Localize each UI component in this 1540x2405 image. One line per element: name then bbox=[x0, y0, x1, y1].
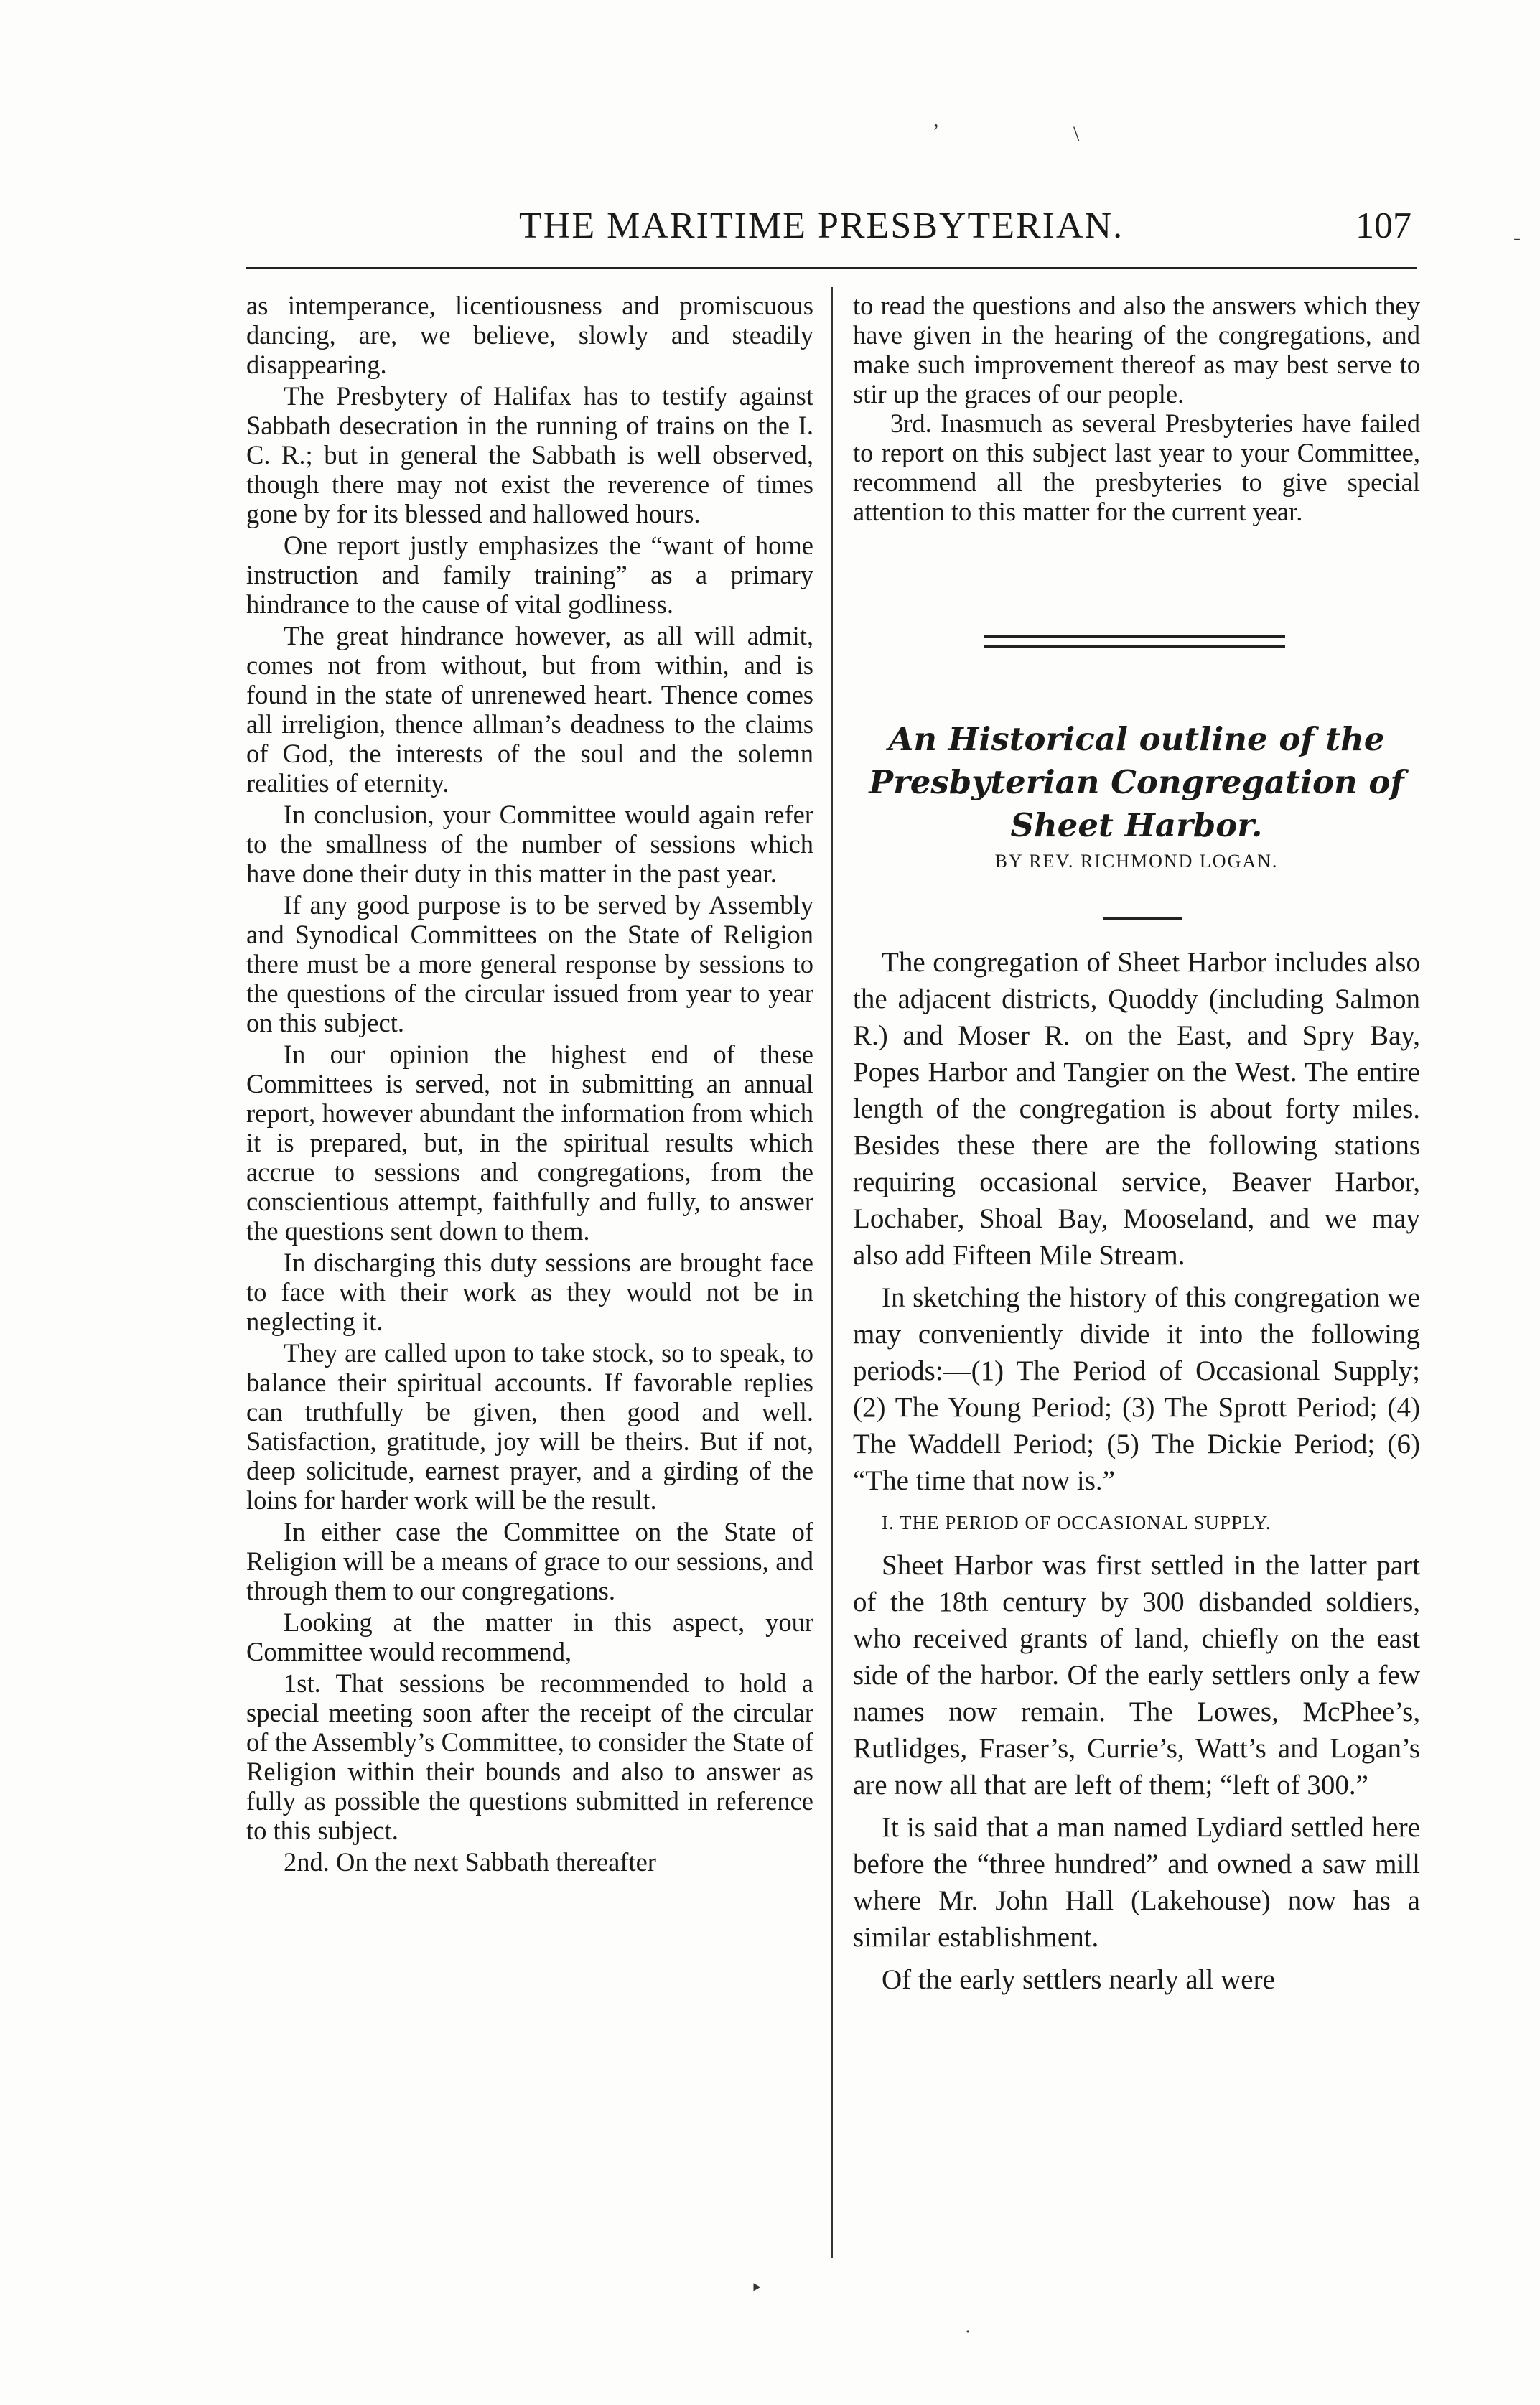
scan-speck: , bbox=[933, 108, 939, 131]
paragraph: It is said that a man named Lydiard settled here before the “three hundred” and owned a saw mill where Mr. John Hall (Lakehouse) now has a similar establishment. bbox=[853, 1812, 1420, 1953]
paragraph: In either case the Committee on the State of Religion will be a means of grace to our sessions, and through them to our congregations. bbox=[246, 1517, 813, 1605]
article-byline: BY REV. RICHMOND LOGAN. bbox=[994, 851, 1279, 872]
paragraph: In our opinion the highest end of these Committees is served, not in submitting an annual report, however abundant the information from which it is prepared, but, in the spiritual results which accrue to sessions and congregations, from the conscientious attempt, faithfully and fully, to answer the questions sent down to them. bbox=[246, 1040, 813, 1246]
paragraph: 1st. That sessions be recommended to hold a special meeting soon after the receipt of the circular of the Assembly’s Committee, to consider the State of Religion within their bounds and also to answer as fully as possible the questions submitted in reference to this subject. bbox=[246, 1668, 813, 1845]
article-title: An Historical outline of the Presbyterian Congregation of Sheet Harbor. bbox=[869, 720, 1404, 844]
paragraph: They are called upon to take stock, so to speak, to balance their spiritual accounts. If favorable replies can truthfully be given, then good and well. Satisfaction, gratitude, joy will be theirs. But if not, deep solicitude, earnest prayer, and a girding of the loins for harder work will be the result. bbox=[246, 1338, 813, 1515]
section-rule-top bbox=[984, 635, 1285, 638]
scan-speck: ‣ bbox=[750, 2276, 763, 2300]
article-body bbox=[853, 944, 1420, 2004]
paragraph: In sketching the history of this congregation we may conveniently divide it into the following periods:—(1) The Period of Occasional Supply; (2) The Young Period; (3) The Sprott Period; (4) The Waddell Period; (5) The Dickie Period; (6) “The time that now is.” bbox=[853, 1282, 1420, 1496]
column-divider bbox=[831, 287, 833, 2258]
paragraph: to read the questions and also the answers which they have given in the hearing of the congregations, and make such improvement thereof as may best serve to stir up the graces of our people. bbox=[853, 291, 1420, 408]
paragraph: The Presbytery of Halifax has to testify against Sabbath desecration in the running of trains on the I. C. R.; but in general the Sabbath is well observed, though there may not exist the reverence of times gone by for its blessed and hallowed hours. bbox=[246, 381, 813, 528]
paragraph: Sheet Harbor was first settled in the latter part of the 18th century by 300 disbanded soldiers, who received grants of land, chiefly on the east side of the harbor. Of the early settlers only a few names now remain. The Lowes, McPhee’s, Rutlidges, Fraser’s, Currie’s, Watt’s and Logan’s are now all that are left of them; “left of 300.” bbox=[853, 1550, 1420, 1801]
paragraph: In conclusion, your Committee would again refer to the smallness of the number of sessions which have done their duty in this matter in the past year. bbox=[246, 800, 813, 888]
section-heading: I. THE PERIOD OF OCCASIONAL SUPPLY. bbox=[882, 1512, 1271, 1533]
running-title: THE MARITIME PRESBYTERIAN. bbox=[519, 205, 1124, 246]
section-rule-bottom bbox=[984, 645, 1285, 648]
scan-speck: \ bbox=[1073, 122, 1080, 146]
header-rule bbox=[246, 267, 1417, 269]
page-number: 107 bbox=[1355, 205, 1411, 246]
paragraph: The great hindrance however, as all will admit, comes not from without, but from within, and is found in the state of unrenewed heart. Thence comes all irreligion, thence allman’s deadness to the claims of God, the interests of the soul and the solemn realities of eternity. bbox=[246, 621, 813, 798]
paragraph: If any good purpose is to be served by Assembly and Synodical Committees on the State of Religion there must be a more general response by sessions to the questions of the circular issued from year to year on this subject. bbox=[246, 890, 813, 1037]
paragraph: Looking at the matter in this aspect, your Committee would recommend, bbox=[246, 1607, 813, 1666]
paragraph: 3rd. Inasmuch as several Presbyteries have failed to report on this subject last year to your Committee, recommend all the presbyteries to give special attention to this matter for the current year. bbox=[853, 408, 1420, 526]
scan-speck: ˙ bbox=[964, 2326, 971, 2350]
paragraph: 2nd. On the next Sabbath thereafter bbox=[284, 1847, 656, 1877]
left-column bbox=[246, 291, 813, 1879]
right-column-top bbox=[853, 291, 1420, 526]
running-header bbox=[0, 205, 1540, 262]
byline-rule bbox=[1103, 917, 1182, 920]
paragraph: as intemperance, licentiousness and promiscuous dancing, are, we believe, slowly and steadily disappearing. bbox=[246, 291, 813, 379]
paragraph: One report justly emphasizes the “want of home instruction and family training” as a primary hindrance to the cause of vital godliness. bbox=[246, 531, 813, 619]
paragraph: In discharging this duty sessions are brought face to face with their work as they would not be in neglecting it. bbox=[246, 1248, 813, 1336]
paragraph: Of the early settlers nearly all were bbox=[882, 1964, 1275, 1995]
scan-speck: - bbox=[1513, 226, 1521, 250]
paragraph: The congregation of Sheet Harbor includes also the adjacent districts, Quoddy (including Salmon R.) and Moser R. on the East, and Spry Bay, Popes Harbor and Tangier on the West. The entire length of the congregation is about forty miles. Besides these there are the following stations requiring occasional service, Beaver Harbor, Lochaber, Shoal Bay, Mooseland, and we may also add Fifteen Mile Stream. bbox=[853, 947, 1420, 1271]
